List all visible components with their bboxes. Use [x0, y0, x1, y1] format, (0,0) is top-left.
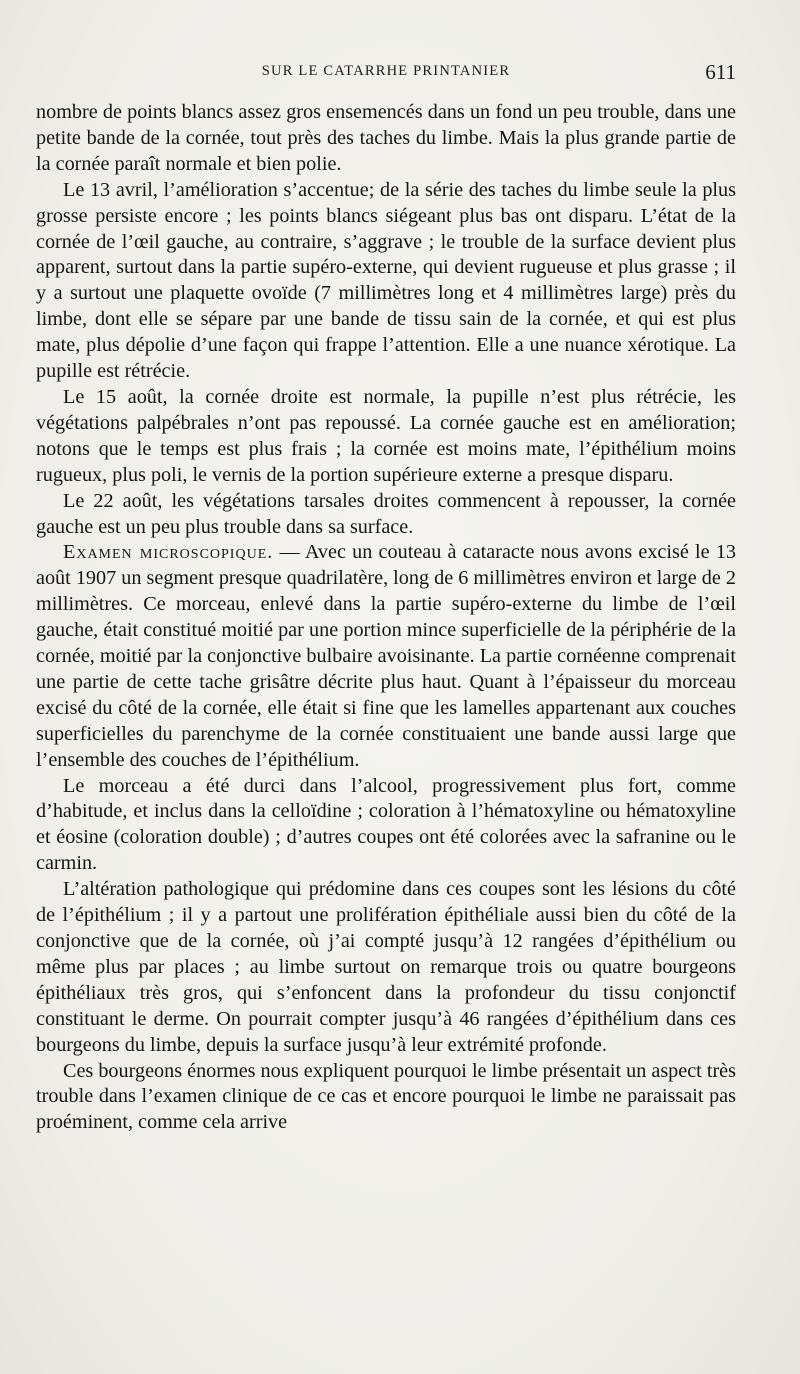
page-number: 611 [705, 60, 736, 84]
paragraph-morceau-durci: Le morceau a été durci dans l’alcool, progressivement plus fort, comme d’habitude, et inclus dans la celloïdine ; coloration à l’hématoxyline ou hématoxyline et éosine (coloration double) ; d’autres coupes ont été colorées avec la safranine ou le carmin. [36, 774, 736, 875]
body-text [36, 100, 736, 1136]
section-heading: Examen microscopique. [63, 541, 274, 564]
paragraph-15-aout: Le 15 août, la cornée droite est normale, la pupille n’est plus rétrécie, les végétations palpébrales n’ont pas repoussé. La cornée gauche est en amélioration; notons que le temps est plus frais ; la cornée est moins mate, l’épithélium moins rugueux, plus poli, le vernis de la portion supérieure externe a presque disparu. [36, 385, 736, 486]
running-header [36, 60, 736, 84]
paragraph-continuation: nombre de points blancs assez gros ensemencés dans un fond un peu trouble, dans une petite bande de la cornée, tout près des taches du limbe. Mais la plus grande partie de la cornée paraît normale et bien polie. [36, 101, 736, 175]
paragraph-examen-microscopique [36, 540, 736, 773]
section-body: — Avec un couteau à cataracte nous avons excisé le 13 août 1907 un segment presque quadrilatère, long de 6 millimètres environ et large de 2 millimètres. Ce morceau, enlevé dans la partie supéro-externe du limbe de l’œil gauche, était constitué moitié par une portion mince superficielle de la périphérie de la cornée, moitié par la conjonctive bulbaire avoisinante. La partie cornéenne comprenait une partie de cette tache grisâtre décrite plus haut. Quant à l’épaisseur du morceau excisé du côté de la cornée, elle était si fine que les lamelles appartenant aux couches superficielles du parenchyme de la cornée constituaient une bande aussi large que l’ensemble des couches de l’épithélium. [36, 541, 737, 771]
paragraph-alteration-pathologique: L’altération pathologique qui prédomine dans ces coupes sont les lésions du côté de l’épithélium ; il y a partout une prolifération épithéliale aussi bien du côté de la conjonctive que de la cornée, où j’ai compté jusqu’à 12 rangées d’épithélium ou même plus par places ; au limbe surtout on remarque trois ou quatre bourgeons épithéliaux très gros, qui s’enfoncent dans la profondeur du tissu conjonctif constituant le derme. On pourrait compter jusqu’à 46 rangées d’épithélium dans ces bourgeons du limbe, depuis la surface jusqu’à leur extrémité profonde. [36, 878, 736, 1056]
paragraph-22-aout: Le 22 août, les végétations tarsales droites commencent à repousser, la cornée gauche est un peu plus trouble dans sa surface. [36, 489, 736, 538]
paragraph-13-avril: Le 13 avril, l’amélioration s’accentue; de la série des taches du limbe seule la plus grosse persiste encore ; les points blancs siégeant plus bas ont disparu. L’état de la cornée de l’œil gauche, au contraire, s’aggrave ; le trouble de la surface devient plus apparent, surtout dans la partie supéro-externe, qui devient rugueuse et plus grasse ; il y a surtout une plaquette ovoïde (7 millimètres long et 4 millimètres large) près du limbe, dont elle se sépare par une bande de tissu sain de la cornée, et qui est plus mate, plus dépolie d’une façon qui frappe l’attention. Elle a une nuance xérotique. La pupille est rétrécie. [36, 178, 736, 383]
paragraph-bourgeons: Ces bourgeons énormes nous expliquent pourquoi le limbe présentait un aspect très trouble dans l’examen clinique de ce cas et encore pourquoi le limbe ne paraissait pas proéminent, comme cela arrive [36, 1059, 736, 1134]
running-title: SUR LE CATARRHE PRINTANIER [261, 63, 511, 79]
